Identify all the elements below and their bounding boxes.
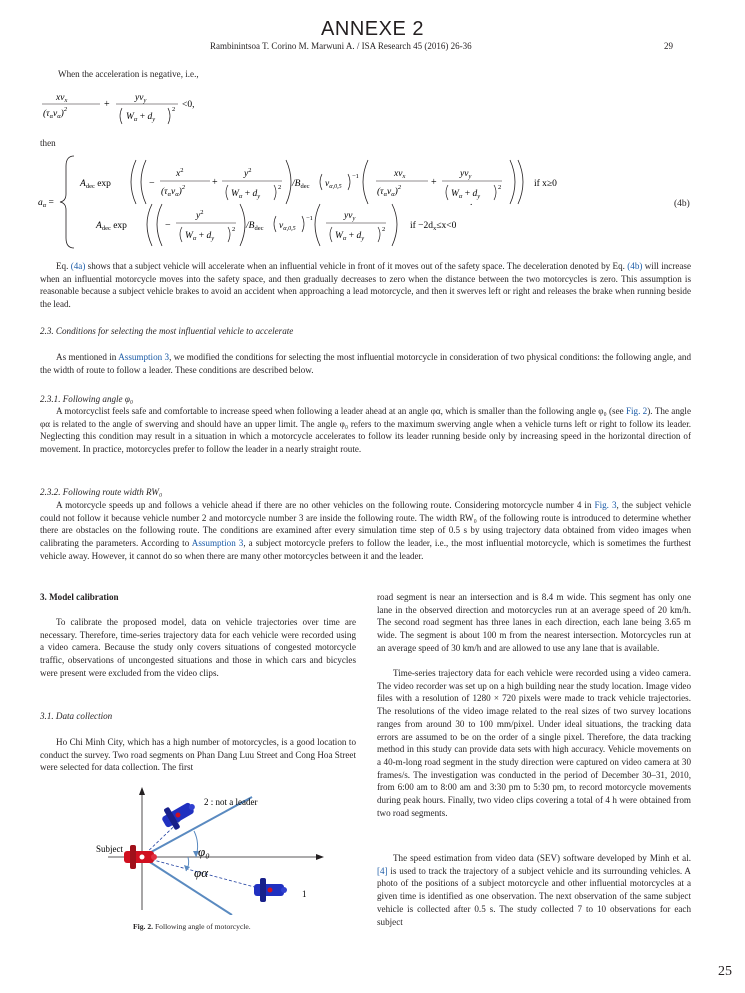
fig-label-one: 1 [302, 889, 307, 899]
fig-lower-limit-line [142, 857, 232, 915]
svg-text:yvy: $yv_y$ [344, 211, 356, 222]
section-2-3-2-text: A motorcycle speeds up and follows a vehicle ahead if there are no other vehicles on the following route. Considering motorcycle number 4 in Fig. 3, the subject vehicle could not follow it because vehicle number 2 and motorcycle number 3 are inside the following route. The width RW₀ of the following route is introduced to determine whether there are obstacles on the following route. The conditions are examined after every simulation time step of 0.5 s by using trajectory data obtained from video images when calibrating the parameters. According to Assumption 3, a subject motorcycle prefers to follow the leader, i.e., the most influential motorcycle, which is sometimes the furthest vehicle away. However, it cannot do so when there are many other motorcycles between it and the leader. [40, 500, 691, 561]
para-eq4a: Eq. (4a) shows that a subject vehicle will accelerate when an influential vehicle in front of it moves out of the safety space. The deceleration denoted by Eq. (4b) will increase when an influential motorcycle moves into the safety space, and then gradually decreases to zero when the distance between the two motorcycles is zero. This assumption is reasonable because a subject vehicle brakes to avoid an accident when approaching a lead motorcycle, and then it swerves left or right and releases the brake when running beside the lead. [40, 261, 691, 310]
ref-eq4b[interactable]: (4b) [627, 261, 643, 271]
svg-text:2: 2 [382, 226, 386, 233]
inequality-equation [40, 88, 240, 128]
svg-text:xvx: $xv_x$ [394, 169, 406, 180]
svg-text:+: + [431, 177, 437, 188]
svg-text:vα,0,5: $v_\alpha,0,5$ [279, 221, 296, 232]
fig-label-subject: Subject [96, 844, 123, 854]
svg-text:y2: $y^2$ [196, 209, 204, 221]
svg-text:−1: −1 [352, 173, 359, 180]
section-2-3-heading: 2.3. Conditions for selecting the most influential vehicle to accelerate [40, 326, 294, 336]
svg-text:x2: $x^2$ [176, 167, 184, 179]
svg-text:+: + [212, 177, 218, 188]
section-2-3-2-heading: 2.3.2. Following route width RW₀ [40, 487, 163, 497]
section-2-3-1-heading: 2.3.1. Following angle φ₀ [40, 394, 134, 404]
figure-2-caption: Fig. 2. Following angle of motorcycle. [133, 922, 251, 931]
right-col-para-2: Time-series trajectory data for each vehicle were recorded using a video camera. The video recorder was set up on a high building near the study location. Image video files with a resolution of 1280 × 720 pixels were made to track vehicle trajectories. The resolutions of the video image related to the real sizes of two survey locations ranges from around 30 to 100 mm/pixel. Under ideal situations, the tracking data errors are assumed to be on the order of a single pixel. Therefore, the data tracking method in this study can provide data sets with high accuracy. Vehicle movements on a 40-m-long road segment in the study direction were captured on video camera at 30 frames/s. The investigation was conducted in the period of December 30–31, 2010, from 6:00 am to 8:00 am and 3:30 pm to 5:30 pm, to record motorcycle movements during peak hours. Finally, two video clips covering a total of 4 h were obtained from two road segments. [377, 668, 691, 818]
svg-text:2: 2 [232, 226, 236, 233]
subject-motorcycle [124, 845, 157, 869]
svg-text:xvx: $xv_x$ [56, 93, 68, 104]
svg-text:(ταvα)2: $(\tau_\alpha v_\alpha)^2$ [43, 106, 68, 120]
svg-text:yvy: $yv_y$ [135, 93, 147, 104]
negative-accel-text: When the acceleration is negative, i.e., [58, 69, 199, 79]
equation-4b-label: (4b) [674, 199, 690, 209]
figure-2-diagram [90, 785, 330, 915]
svg-text:2: 2 [172, 106, 176, 113]
ref-fig-3[interactable]: Fig. 3 [594, 500, 617, 510]
svg-text:Wα + dy: $W_\alpha + d_y$ [185, 231, 215, 242]
ref-fig-2[interactable]: Fig. 2 [625, 406, 648, 416]
right-col-para-3: The speed estimation from video data (SEV) software developed by Minh et al. [4] is used to track the trajectory of a subject vehicle and its surrounding vehicles. A photo of the positions of a subject motorcycle and other influential motorcycles at a given time is identified as one observation. The next observation of the same subject vehicle is collected after 0.5 s. The study collected 7 to 10 observations for each subject [377, 853, 691, 927]
page-number: 25 [718, 964, 732, 979]
svg-text:2: 2 [278, 184, 282, 191]
svg-text:−: − [149, 178, 155, 189]
journal-page-number: 29 [664, 41, 673, 51]
svg-text:Wα + dy: $W_\alpha + d_y$ [231, 189, 261, 200]
svg-text:aα =: $a_\alpha$ = [38, 198, 54, 209]
svg-text:Wα + dy: $W_\alpha + d_y$ [335, 231, 365, 242]
svg-text:2: 2 [498, 184, 502, 191]
section-2-3-text: As mentioned in Assumption 3, we modified the conditions for selecting the most influential motorcycle in consideration of two physical conditions: the following angle, and the width of route to follow a leader. These conditions are described below. [40, 352, 692, 375]
svg-text:yvy: $yv_y$ [460, 169, 472, 180]
inequality-rhs: <0, [182, 100, 195, 110]
svg-text:(ταvα)2: $(\tau_\alpha v_\alpha)^2$ [377, 184, 402, 198]
svg-text:/Bdec: $/B_{dec}$ [246, 221, 264, 232]
fig-label-not-leader: 2 : not a leader [204, 797, 258, 807]
fig-y-arrow [139, 787, 145, 795]
svg-text:(ταvα)2: $(\tau_\alpha v_\alpha)^2$ [161, 184, 186, 198]
section-3-1-para: Ho Chi Minh City, which has a high number of motorcycles, is a good location to conduct the survey. Two road segments on Phan Dang Luu Street and Cong Hoa Street were selected for data collection. The first [40, 737, 356, 773]
svg-text:if −2dx≤x<0: if $-2d_x\le x<0$ [410, 221, 457, 232]
case2-condition: if −2d [410, 221, 434, 231]
svg-text:−1: −1 [306, 215, 313, 222]
case2-tail: ≤x<0 [436, 221, 457, 231]
svg-text:Wα + dy: $W_\alpha + d_y$ [126, 112, 156, 123]
section-2-3-1-text: A motorcyclist feels safe and comfortable to increase speed when following a leader ahead at an angle φα, which is smaller than the following angle φ₀ (see Fig. 2). The angle φα is related to the angle of swerving and should have an upper limit. The angle φ₀ refers to the maximum swerving angle when a vehicle turns left or right to follow its leader. Neglecting this condition may result in a situation in which a motorcycle accelerates to follow its leader running beside only by increasing speed in the horizontal direction of movement. In practice, motorcycles prefer to follow the leader in a nearly straight route. [40, 406, 691, 455]
svg-text:Adec exp: $A_{dec}$ exp [96, 221, 127, 232]
svg-text:Wα + dy: $W_\alpha + d_y$ [451, 189, 481, 200]
case1-condition: if x≥0 [534, 179, 557, 189]
right-col-para-1: road segment is near an intersection and is 8.4 m wide. This segment has only one lane in the observed direction and motorcycles run at an average speed of 20 km/h. The second road segment has three lanes in each direction, each lane being 3.65 m wide. The segment is about 100 m from the nearest intersection. Motorcycles run at an average speed of 30 km/h and are allowed to use any lane that is available. [377, 592, 691, 653]
svg-text:+: + [104, 99, 110, 110]
ref-citation-4[interactable]: [4] [377, 865, 388, 876]
fig-x-arrow [316, 854, 324, 860]
fig-label-phia: φα [194, 865, 209, 880]
svg-text:vα,0,5: $v_\alpha,0,5$ [325, 179, 342, 190]
running-head: Rambinintsoa T. Corino M. Marwuni A. / ISA Research 45 (2016) 26-36 [210, 41, 472, 51]
section-3-para: To calibrate the proposed model, data on vehicle trajectories over time are necessary. Therefore, time-series trajectory data for each vehicle were recorded using a video camera. Because the study only covers situations of congested motorcycle traffic, observations of uncongested situations and those in which cars and bicycles were present were excluded from the video clips. [40, 617, 356, 678]
fig-label-phi0: φ₀ [198, 844, 210, 859]
svg-text:.: . [470, 198, 473, 208]
ref-eq4a[interactable]: (4a) [70, 261, 86, 271]
section-3-heading: 3. Model calibration [40, 592, 119, 602]
section-3-1-heading: 3.1. Data collection [40, 711, 113, 721]
svg-text:y2: $y^2$ [244, 167, 252, 179]
annexe-title: ANNEXE 2 [321, 18, 424, 40]
svg-text:Adec exp: $A_{dec}$ exp [80, 179, 111, 190]
svg-text:/Bdec: $/B_{dec}$ [292, 179, 310, 190]
then-text: then [40, 138, 56, 148]
svg-text:−: − [165, 220, 171, 231]
ref-assumption-3[interactable]: Assumption 3 [118, 352, 170, 362]
ref-assumption-3b[interactable]: Assumption 3 [191, 538, 244, 549]
equation-4b [38, 152, 698, 250]
vehicle-1-motorcycle [254, 878, 287, 902]
